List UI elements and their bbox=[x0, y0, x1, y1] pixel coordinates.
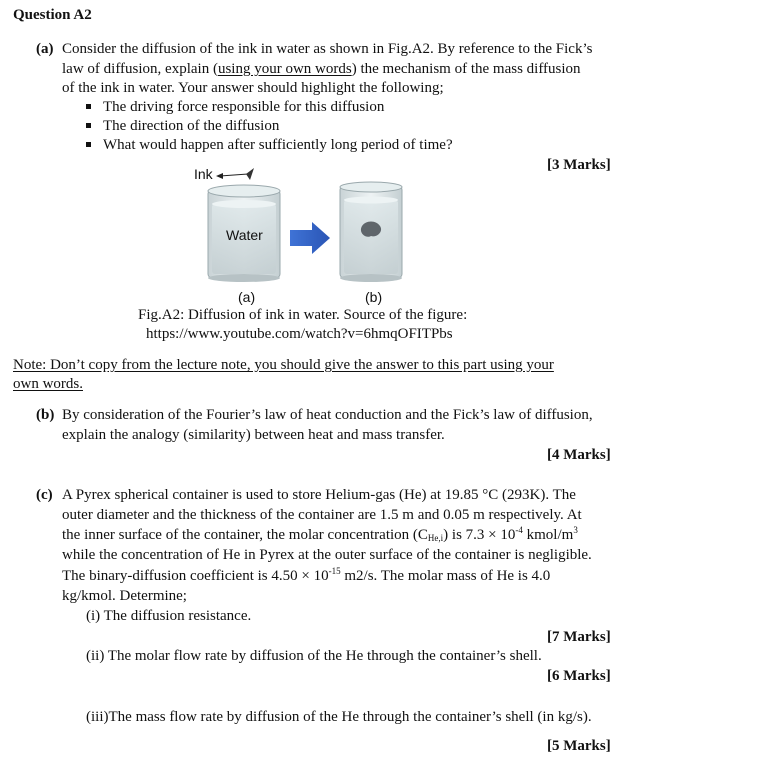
part-c-label: (c) bbox=[36, 487, 53, 503]
part-a-marks: [3 Marks] bbox=[547, 157, 611, 173]
part-b-line-2: explain the analogy (similarity) between heat and mass transfer. bbox=[62, 427, 445, 443]
part-c-marks-ii: [6 Marks] bbox=[547, 668, 611, 684]
part-c-line-5-post: m2/s. The molar mass of He is 4.0 bbox=[340, 568, 551, 584]
part-a-bullet-3: What would happen after sufficiently long period of time? bbox=[103, 137, 453, 153]
beaker-b bbox=[340, 182, 402, 282]
part-c-line-2: outer diameter and the thickness of the container are 1.5 m and 0.05 m respectively. At bbox=[62, 507, 582, 523]
ink-label: Ink bbox=[194, 166, 213, 182]
figure-label-a: (a) bbox=[238, 289, 256, 305]
part-c-line-4: while the concentration of He in Pyrex at the outer surface of the container is negligible. bbox=[62, 547, 592, 563]
bullet-icon bbox=[86, 142, 91, 147]
figure-label-b: (b) bbox=[365, 289, 383, 305]
part-b-line-1: By consideration of the Fourier’s law of heat conduction and the Fick’s law of diffusion, bbox=[62, 407, 593, 423]
part-a-bullet-1: The driving force responsible for this diffusion bbox=[103, 99, 385, 115]
transition-arrow-icon bbox=[290, 222, 330, 254]
part-a-own-words: using your own words bbox=[217, 61, 352, 77]
unit-superscript: 3 bbox=[573, 525, 578, 535]
exponent-superscript: -4 bbox=[515, 525, 523, 535]
concentration-subscript: He,i bbox=[427, 533, 444, 543]
bullet-icon bbox=[86, 104, 91, 109]
note-line-2: own words. bbox=[13, 376, 83, 392]
part-c-line-1: A Pyrex spherical container is used to store Helium-gas (He) at 19.85 °C (293K). The bbox=[62, 487, 576, 503]
part-a-line-2-post: ) the mechanism of the mass diffusion bbox=[351, 61, 581, 77]
figure-source-url: https://www.youtube.com/watch?v=6hmqOFITPbs bbox=[146, 326, 453, 342]
part-a-label: (a) bbox=[36, 41, 54, 57]
part-c-marks-iii: [5 Marks] bbox=[547, 738, 611, 754]
part-c-sub-ii: (ii) The molar flow rate by diffusion of the He through the container’s shell. bbox=[86, 648, 542, 664]
part-c-line-6: kg/kmol. Determine; bbox=[62, 588, 187, 604]
coefficient-superscript: -15 bbox=[328, 566, 341, 576]
part-a-line-3: of the ink in water. Your answer should highlight the following; bbox=[62, 80, 444, 96]
part-a-line-2 bbox=[62, 60, 581, 79]
part-c-line-3 bbox=[62, 526, 578, 545]
part-c-sub-iii: (iii)The mass flow rate by diffusion of the He through the container’s shell (in kg/s). bbox=[86, 709, 592, 725]
part-b-marks: [4 Marks] bbox=[547, 447, 611, 463]
bullet-icon bbox=[86, 123, 91, 128]
part-c-line-5 bbox=[62, 567, 550, 586]
part-b-label: (b) bbox=[36, 407, 55, 423]
part-c-sub-i: (i) The diffusion resistance. bbox=[86, 608, 252, 624]
water-label: Water bbox=[226, 227, 263, 243]
question-heading: Question A2 bbox=[13, 7, 92, 23]
note-line-1: Note: Don’t copy from the lecture note, you should give the answer to this part using your bbox=[13, 357, 554, 373]
part-c-line-3-unit: kmol/m bbox=[522, 527, 574, 543]
figure-caption: Fig.A2: Diffusion of ink in water. Source of the figure: bbox=[138, 307, 468, 323]
part-a-line-1: Consider the diffusion of the ink in water as shown in Fig.A2. By reference to the Fick’s bbox=[62, 41, 593, 57]
figure-a2 bbox=[190, 160, 410, 285]
part-a-bullet-2: The direction of the diffusion bbox=[103, 118, 280, 134]
part-c-marks-i: [7 Marks] bbox=[547, 629, 611, 645]
part-c-line-3-mid: ) is 7.3 × 10 bbox=[443, 527, 516, 543]
part-c-line-5-pre: The binary-diffusion coefficient is 4.50 × 10 bbox=[62, 568, 329, 584]
part-c-line-3-pre: the inner surface of the container, the molar concentration (C bbox=[62, 527, 428, 543]
part-a-line-2-pre: law of diffusion, explain ( bbox=[62, 61, 218, 77]
ink-diffusion-illustration bbox=[190, 160, 410, 285]
ink-pointer-arrow-icon bbox=[216, 168, 254, 180]
